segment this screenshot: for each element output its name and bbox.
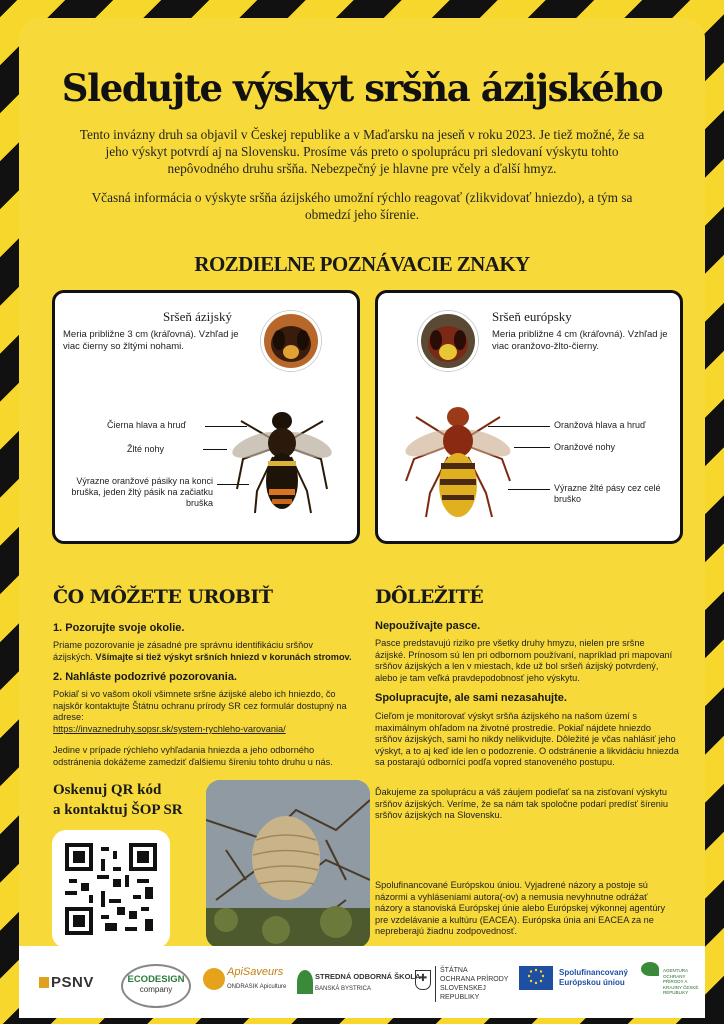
no-traps-text: Pasce predstavujú riziko pre všetky druhy hmyzu, nielen pre sršne ázijské. Prínosom sú len pri odbornom používaní, napríklad pri mapovaní sršňov ázijských a len v miestach, kde už bol sršeň ázijský potvrdený, alebo je tam veľká pravdepodobnosť jeho výskytu. bbox=[375, 638, 673, 683]
european-label-head: Oranžová hlava a hruď bbox=[554, 420, 646, 430]
step1-text bbox=[53, 640, 353, 663]
step2-title: 2. Nahláste podozrivé pozorovania. bbox=[53, 671, 237, 683]
sop-line2: OCHRANA PRÍRODY bbox=[440, 976, 509, 983]
eu-line1: Spolufinancovaný bbox=[559, 968, 628, 977]
intro-paragraph-2: Včasná informácia o výskyte sršňa ázijského umožní rýchlo reagovať (zlikvidovať hniezdo), a tým sa obmedzí jeho šírenie. bbox=[91, 190, 633, 222]
asian-hornet-illustration bbox=[227, 401, 337, 519]
psnv-text: PSNV bbox=[51, 974, 94, 991]
european-hornet-name: Sršeň európsky bbox=[492, 309, 572, 324]
sop-line1: ŠTÁTNA bbox=[440, 967, 468, 974]
european-label-legs: Oranžové nohy bbox=[554, 442, 616, 452]
qr-code[interactable] bbox=[52, 830, 170, 948]
asian-label-legs: Žlté nohy bbox=[127, 444, 165, 454]
thanks-text: Ďakujeme za spoluprácu a váš záujem podieľať sa na zisťovaní výskytu sršňov ázijských. Veríme, že sa nám tak spoločne podarí predísť šíreniu sršňov ázijských na Slovensku. bbox=[375, 787, 668, 820]
asian-label-abdomen: Výrazne oranžové pásiky na konci bruška, jeden žltý pásik na začiatku bruška bbox=[71, 476, 213, 508]
qr-title-line2: a kontaktuj ŠOP SR bbox=[53, 802, 183, 818]
european-pointer-2 bbox=[514, 447, 550, 448]
asian-pointer-2 bbox=[203, 449, 227, 450]
what-heading: ČO MÔŽETE UROBIŤ bbox=[53, 586, 273, 608]
ecodesign-logo bbox=[121, 964, 191, 1008]
apisaveurs-bee-icon bbox=[203, 968, 225, 990]
european-hornet-card bbox=[375, 290, 683, 544]
step2-note: Jedine v prípade rýchleho vyhľadania hniezda a jeho odborného odstránenia dokážeme zamedziť ďalšiemu šíreniu tohto druhu u nás. bbox=[53, 745, 333, 767]
psnv-mark-icon bbox=[39, 977, 49, 988]
intro-paragraph-1: Tento invázny druh sa objavil v Českej republike a v Maďarsku na jeseň v roku 2023. Je tiež možné, že sa jeho výskyt potvrdí aj na Slovensku. Prosíme vás preto o spoluprácu pri sledovaní výskytu tohto nepôvodného druhu sršňa. Nebezpečný je hlavne pre včely a ďalší hmyz. bbox=[79, 127, 645, 176]
sop-line3: SLOVENSKEJ REPUBLIKY bbox=[440, 985, 486, 1001]
asian-hornet-desc: Meria približne 3 cm (kráľovná). Vzhľad je viac čierny so žltými nohami. bbox=[63, 329, 239, 352]
european-label-abdomen: Výrazne žlté pásy cez celé bruško bbox=[554, 483, 661, 504]
school-sub: BANSKÁ BYSTRICA bbox=[315, 986, 372, 992]
important-heading: DÔLEŽITÉ bbox=[375, 586, 484, 608]
step1-title: 1. Pozorujte svoje okolie. bbox=[53, 622, 185, 634]
no-traps-title: Nepoužívajte pasce. bbox=[375, 620, 481, 632]
eu-flag-icon bbox=[519, 966, 553, 990]
page-title: Sledujte výskyt sršňa ázijského bbox=[61, 66, 663, 110]
aopk-logo: AGENTURA OCHRANY PŘÍRODY A KRAJINY ČESKÉ REPUBLIKY bbox=[663, 968, 699, 995]
apisaveurs-sub: ONDRASIK Apiculture bbox=[227, 984, 287, 990]
european-hornet-desc: Meria približne 4 cm (kráľovná). Vzhľad je viac oranžovo-žlto-čierny. bbox=[492, 329, 668, 352]
step1-bold: Všímajte si tiež výskyt sršních hniezd v korunách stromov. bbox=[95, 651, 352, 662]
eu-line2: Európskou úniou bbox=[559, 978, 625, 987]
asian-label-head: Čierna hlava a hruď bbox=[107, 420, 187, 430]
step1-plain: Priame pozorovanie je zásadné pre správnu identifikáciu sršňov ázijských. bbox=[53, 640, 313, 662]
partner-logos-footer bbox=[19, 946, 705, 1018]
ecodesign-text: ECODESIGN bbox=[127, 974, 185, 985]
european-hornet-illustration bbox=[400, 397, 516, 527]
psnv-logo bbox=[39, 974, 94, 991]
european-hornet-head-photo bbox=[418, 311, 478, 371]
qr-code-icon bbox=[65, 843, 157, 935]
asian-hornet-card bbox=[52, 290, 360, 544]
ecodesign-sub: company bbox=[139, 985, 173, 994]
report-form-link[interactable]: https://invaznedruhy.sopsr.sk/system-rychleho-varovania/ bbox=[53, 724, 286, 734]
step2-text: Pokiaľ si vo vašom okolí všimnete sršne ázijské alebo ich hniezdo, čo najskôr kontaktujte Štátnu ochranu prírody SR cez formulár dostupný na adrese: bbox=[53, 689, 347, 722]
signs-heading: ROZDIELNE POZNÁVACIE ZNAKY bbox=[194, 252, 530, 276]
sop-logo bbox=[435, 966, 520, 1002]
school-tree-icon bbox=[297, 970, 313, 994]
hornet-nest-photo bbox=[206, 780, 370, 948]
apisaveurs-logo: ApiSaveurs bbox=[227, 966, 284, 978]
cooperate-title: Spolupracujte, ale sami nezasahujte. bbox=[375, 692, 567, 704]
school-logo: STREDNÁ ODBORNÁ ŠKOLA bbox=[315, 972, 421, 981]
asian-hornet-name: Sršeň ázijský bbox=[163, 309, 232, 324]
qr-title-line1: Oskenuj QR kód bbox=[53, 782, 162, 798]
cooperate-text: Cieľom je monitorovať výskyt sršňa ázijského na našom území s maximálnym ohľadom na životné prostredie. Pokiaľ nájdete hniezdo sršňov ázijských, sami ho nikdy nelikvidujte. Dôležité je včas nahlásiť jeho výskyt, a to aj keď ide len o podozrenie. O odstránenie a likvidáciu hniezda sa postarajú odborníci podľa vopred stanoveného postupu. bbox=[375, 711, 679, 767]
eu-disclaimer: Spolufinancované Európskou úniou. Vyjadrené názory a postoje sú názormi a vyhláseniami autora(-ov) a nemusia nevyhnutne odrážať názory a stanoviská Európskej únie alebo Európskej výkonnej agentúry pre vzdelávanie a kultúru (EACEA). Európska únia ani EACEA za ne nepreberajú žiadnu zodpovednosť. bbox=[375, 880, 666, 936]
slovak-coat-of-arms-icon: ✚ bbox=[415, 970, 431, 990]
eu-cofunded-logo bbox=[559, 968, 628, 988]
qr-title bbox=[53, 780, 183, 820]
poster bbox=[19, 18, 705, 1018]
aopk-leaf-icon bbox=[641, 962, 659, 976]
asian-hornet-head-photo bbox=[261, 311, 321, 371]
